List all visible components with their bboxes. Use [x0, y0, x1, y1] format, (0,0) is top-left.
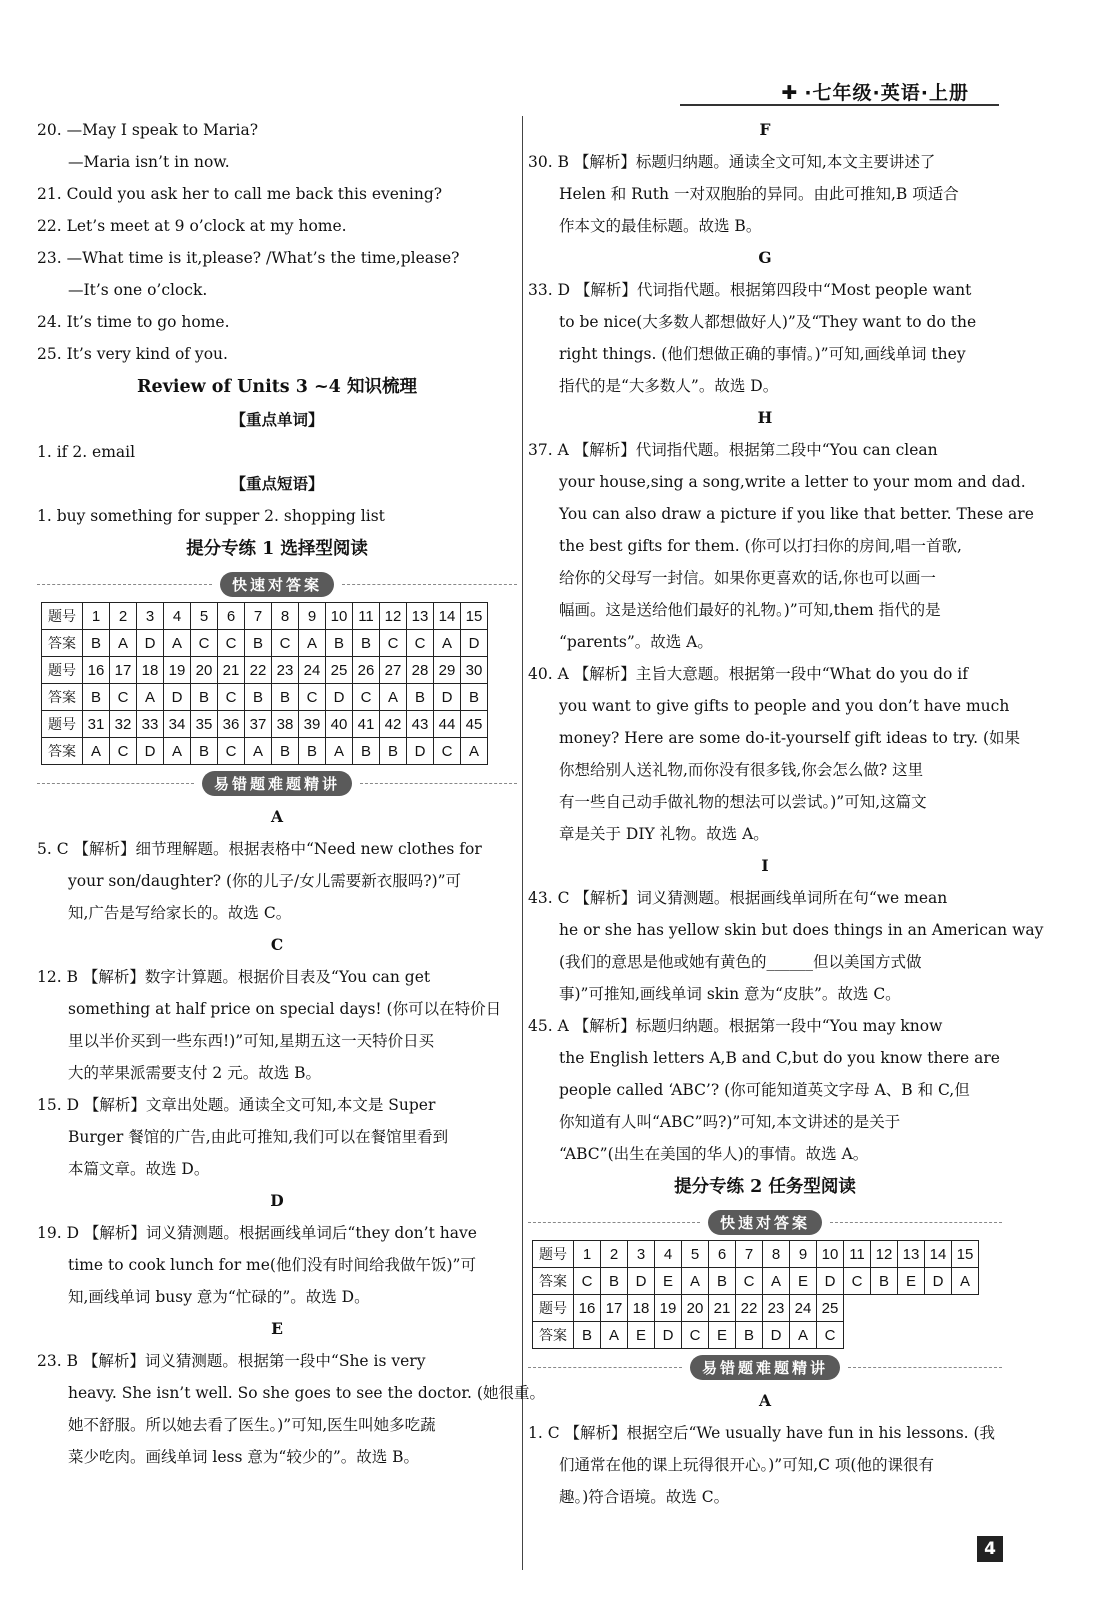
q40-line1: 40. A 【解析】主旨大意题。根据第一段中“What do you do if	[528, 665, 968, 683]
table-cell: A	[682, 1268, 709, 1295]
table-cell: B	[272, 684, 299, 711]
table-cell: A	[299, 630, 326, 657]
answer-24: 24. It’s time to go home.	[37, 313, 230, 331]
table-cell: B	[299, 738, 326, 765]
q15-line1: 15. D 【解析】文章出处题。通读全文可知,本文是 Super	[37, 1096, 436, 1114]
hard-question-banner	[37, 769, 517, 797]
q43-line3: (我们的意思是他或她有黄色的______但以美国方式做	[559, 953, 922, 971]
table-cell: 4	[655, 1241, 682, 1268]
q23-line1: 23. B 【解析】词义猜测题。根据第一段中“She is very	[37, 1352, 426, 1370]
table-cell: C	[817, 1322, 844, 1349]
answer-25: 25. It’s very kind of you.	[37, 345, 228, 363]
table-row	[42, 711, 488, 738]
table-row-label: 答案	[533, 1268, 574, 1295]
table-cell: C	[191, 630, 218, 657]
q1-line3: 趣。)符合语境。故选 C。	[559, 1488, 730, 1506]
plus-icon: ✚	[781, 82, 799, 104]
table-cell: 3	[628, 1241, 655, 1268]
table-row	[533, 1241, 979, 1268]
table-cell: B	[353, 738, 380, 765]
q43-line4: 事)”可推知,画线单词 skin 意为“皮肤”。故选 C。	[559, 985, 901, 1003]
practice2-title: 提分专练 2 任务型阅读	[674, 1177, 856, 1197]
table-cell: 16	[83, 657, 110, 684]
table-cell: 38	[272, 711, 299, 738]
q5-line3: 知,广告是写给家长的。故选 C。	[68, 904, 292, 922]
table-cell: C	[844, 1268, 871, 1295]
table-cell: 22	[736, 1295, 763, 1322]
q40-line5: 有一些自己动手做礼物的想法可以尝试。)”可知,这篇文	[559, 793, 927, 811]
table-row-label: 答案	[42, 738, 83, 765]
table-cell: B	[191, 738, 218, 765]
q40-line4: 你想给别人送礼物,而你没有很多钱,你会怎么做? 这里	[559, 761, 924, 779]
table-cell: 16	[574, 1295, 601, 1322]
table-row-label: 题号	[533, 1241, 574, 1268]
answer-table-1	[41, 602, 488, 765]
practice1-title: 提分专练 1 选择型阅读	[186, 539, 368, 559]
table-cell: D	[925, 1268, 952, 1295]
table-empty-cell	[844, 1295, 871, 1322]
table-cell: 10	[326, 603, 353, 630]
table-cell: D	[407, 738, 434, 765]
table-cell: 36	[218, 711, 245, 738]
table-cell: 44	[434, 711, 461, 738]
q23-line2: heavy. She isn’t well. So she goes to see the doctor. (她很重。	[68, 1384, 545, 1402]
table-cell: B	[245, 684, 272, 711]
table-cell: A	[461, 738, 488, 765]
table-cell: C	[299, 684, 326, 711]
table-cell: 19	[655, 1295, 682, 1322]
vocab-heading: 【重点单词】	[230, 410, 324, 429]
table-cell: E	[709, 1322, 736, 1349]
table-row	[42, 738, 488, 765]
quick-answer-banner	[37, 570, 517, 598]
page-header	[781, 78, 969, 105]
table-cell: 2	[110, 603, 137, 630]
table-cell: C	[434, 738, 461, 765]
section-h-heading: H	[757, 408, 773, 427]
hard-question-banner-2	[528, 1353, 1002, 1381]
table-cell: 1	[574, 1241, 601, 1268]
table-cell: C	[218, 738, 245, 765]
table-cell: B	[871, 1268, 898, 1295]
table-cell: D	[763, 1322, 790, 1349]
table-row	[533, 1295, 979, 1322]
section-a2-heading: A	[758, 1391, 772, 1410]
table-cell: 42	[380, 711, 407, 738]
table-cell: 5	[191, 603, 218, 630]
q43-line1: 43. C 【解析】词义猜测题。根据画线单词所在句“we mean	[528, 889, 948, 907]
table-cell: 13	[898, 1241, 925, 1268]
hard-question-label-2: 易错题难题精讲	[690, 1355, 840, 1380]
answer-23-reply: —It’s one o’clock.	[68, 281, 208, 299]
q37-line3: You can also draw a picture if you like that better. These are	[559, 505, 1034, 523]
table-cell: A	[434, 630, 461, 657]
quick-answer-label: 快速对答案	[220, 572, 334, 597]
table-cell: E	[790, 1268, 817, 1295]
table-cell: B	[461, 684, 488, 711]
q12-line3: 里以半价买到一些东西!)”可知,星期五这一天特价日买	[68, 1032, 435, 1050]
table-cell: A	[245, 738, 272, 765]
table-cell: C	[218, 684, 245, 711]
table-cell: 33	[137, 711, 164, 738]
table-row	[42, 657, 488, 684]
table-cell: B	[245, 630, 272, 657]
table-cell: 11	[353, 603, 380, 630]
q30-line2: Helen 和 Ruth 一对双胞胎的异同。由此可推知,B 项适合	[559, 185, 959, 203]
table-empty-cell	[925, 1322, 952, 1349]
table-cell: 21	[218, 657, 245, 684]
table-cell: 15	[952, 1241, 979, 1268]
table-cell: A	[790, 1322, 817, 1349]
table-row-label: 题号	[533, 1295, 574, 1322]
table-cell: 15	[461, 603, 488, 630]
table-cell: A	[83, 738, 110, 765]
header-rule	[680, 104, 999, 106]
table-cell: A	[164, 738, 191, 765]
table-cell: 17	[110, 657, 137, 684]
table-empty-cell	[925, 1295, 952, 1322]
table-cell: 27	[380, 657, 407, 684]
q33-line3: right things. (他们想做正确的事情。)”可知,画线单词 they	[559, 345, 966, 363]
table-cell: B	[83, 684, 110, 711]
q40-line3: money? Here are some do-it-yourself gift ideas to try. (如果	[559, 729, 1021, 747]
table-row	[533, 1268, 979, 1295]
q40-line2: you want to give gifts to people and you don’t have much	[559, 697, 1010, 715]
table-cell: 20	[191, 657, 218, 684]
table-cell: E	[628, 1322, 655, 1349]
q23-line3: 她不舒服。所以她去看了医生。)”可知,医生叫她多吃蔬	[68, 1416, 436, 1434]
table-cell: 32	[110, 711, 137, 738]
table-cell: B	[83, 630, 110, 657]
table-cell: C	[353, 684, 380, 711]
table-cell: 39	[299, 711, 326, 738]
table-cell: A	[601, 1322, 628, 1349]
q45-line5: “ABC”(出生在美国的华人)的事情。故选 A。	[559, 1145, 869, 1163]
table-cell: 7	[245, 603, 272, 630]
table-row	[42, 684, 488, 711]
q37-line2: your house,sing a song,write a letter to your mom and dad.	[559, 473, 1026, 491]
q30-line3: 作本文的最佳标题。故选 B。	[559, 217, 762, 235]
table-row	[42, 630, 488, 657]
q33-line4: 指代的是“大多数人”。故选 D。	[559, 377, 779, 395]
phrase-list: 1. buy something for supper 2. shopping list	[37, 507, 385, 525]
table-cell: 35	[191, 711, 218, 738]
q1-line2: 们通常在他的课上玩得很开心。)”可知,C 项(他的课很有	[559, 1456, 934, 1474]
q40-line6: 章是关于 DIY 礼物。故选 A。	[559, 825, 769, 843]
answer-20: 20. —May I speak to Maria?	[37, 121, 259, 139]
table-cell: 9	[790, 1241, 817, 1268]
table-row-label: 答案	[42, 684, 83, 711]
q15-line2: Burger 餐馆的广告,由此可推知,我们可以在餐馆里看到	[68, 1128, 449, 1146]
table-cell: 34	[164, 711, 191, 738]
table-cell: D	[137, 738, 164, 765]
table-cell: 8	[272, 603, 299, 630]
q5-line1: 5. C 【解析】细节理解题。根据表格中“Need new clothes for	[37, 840, 482, 858]
table-cell: 23	[763, 1295, 790, 1322]
q15-line3: 本篇文章。故选 D。	[68, 1160, 210, 1178]
table-empty-cell	[898, 1295, 925, 1322]
page-number: 4	[977, 1536, 1003, 1562]
table-cell: 19	[164, 657, 191, 684]
column-divider	[522, 116, 523, 1570]
table-cell: D	[461, 630, 488, 657]
table-cell: 45	[461, 711, 488, 738]
table-cell: 20	[682, 1295, 709, 1322]
section-i-heading: I	[761, 856, 769, 875]
table-cell: C	[272, 630, 299, 657]
table-cell: 29	[434, 657, 461, 684]
table-cell: 12	[871, 1241, 898, 1268]
q45-line4: 你知道有人叫“ABC”吗?)”可知,本文讲述的是关于	[559, 1113, 901, 1131]
section-e-heading: E	[271, 1319, 283, 1338]
header-title: ·七年级·英语·上册	[804, 82, 969, 104]
hard-question-label: 易错题难题精讲	[202, 771, 352, 796]
table-cell: 28	[407, 657, 434, 684]
review-title: Review of Units 3 ~4 知识梳理	[137, 377, 417, 397]
q43-line2: he or she has yellow skin but does things in an American way	[559, 921, 1044, 939]
table-empty-cell	[844, 1322, 871, 1349]
q37-line6: 幅画。这是送给他们最好的礼物。)”可知,them 指代的是	[559, 601, 941, 619]
table-cell: B	[709, 1268, 736, 1295]
section-c-heading: C	[270, 935, 284, 954]
table-cell: A	[164, 630, 191, 657]
table-cell: 6	[218, 603, 245, 630]
right-column	[528, 114, 1044, 1513]
table-cell: B	[326, 630, 353, 657]
table-cell: 25	[326, 657, 353, 684]
table-row	[42, 603, 488, 630]
table-cell: C	[218, 630, 245, 657]
table-cell: 3	[137, 603, 164, 630]
table-cell: D	[326, 684, 353, 711]
table-cell: 18	[137, 657, 164, 684]
table-cell: 11	[844, 1241, 871, 1268]
answer-20-reply: —Maria isn’t in now.	[68, 153, 230, 171]
table-cell: C	[110, 738, 137, 765]
table-empty-cell	[952, 1295, 979, 1322]
table-cell: D	[164, 684, 191, 711]
table-cell: A	[137, 684, 164, 711]
section-a-heading: A	[270, 807, 284, 826]
table-cell: C	[736, 1268, 763, 1295]
table-cell: D	[817, 1268, 844, 1295]
q33-line2: to be nice(大多数人都想做好人)”及“They want to do the	[559, 313, 977, 331]
vocab-list: 1. if 2. email	[37, 443, 136, 461]
table-cell: 9	[299, 603, 326, 630]
q23-line4: 菜少吃肉。画线单词 less 意为“较少的”。故选 B。	[68, 1448, 420, 1466]
table-cell: 37	[245, 711, 272, 738]
q12-line2: something at half price on special days! (你可以在特价日	[68, 1000, 502, 1018]
table-cell: D	[655, 1322, 682, 1349]
table-row-label: 答案	[42, 630, 83, 657]
table-cell: 10	[817, 1241, 844, 1268]
table-cell: E	[655, 1268, 682, 1295]
table-cell: 30	[461, 657, 488, 684]
table-cell: C	[574, 1268, 601, 1295]
table-cell: 18	[628, 1295, 655, 1322]
table-cell: B	[574, 1322, 601, 1349]
table-cell: A	[110, 630, 137, 657]
q19-line2: time to cook lunch for me(他们没有时间给我做午饭)”可	[68, 1256, 476, 1274]
table-cell: 24	[790, 1295, 817, 1322]
table-cell: 2	[601, 1241, 628, 1268]
phrase-heading: 【重点短语】	[230, 474, 324, 493]
table-cell: 23	[272, 657, 299, 684]
table-cell: 5	[682, 1241, 709, 1268]
table-cell: A	[380, 684, 407, 711]
table-cell: 14	[925, 1241, 952, 1268]
table-cell: C	[682, 1322, 709, 1349]
table-empty-cell	[898, 1322, 925, 1349]
table-cell: D	[137, 630, 164, 657]
table-cell: B	[272, 738, 299, 765]
q5-line2: your son/daughter? (你的儿子/女儿需要新衣服吗?)”可	[68, 872, 462, 890]
answer-23: 23. —What time is it,please? /What’s the time,please?	[37, 249, 460, 267]
table-cell: B	[407, 684, 434, 711]
answer-21: 21. Could you ask her to call me back this evening?	[37, 185, 443, 203]
table-cell: 12	[380, 603, 407, 630]
table-row-label: 题号	[42, 603, 83, 630]
q45-line2: the English letters A,B and C,but do you know there are	[559, 1049, 1000, 1067]
table-empty-cell	[952, 1322, 979, 1349]
q37-line5: 给你的父母写一封信。如果你更喜欢的话,你也可以画一	[559, 569, 936, 587]
table-cell: 8	[763, 1241, 790, 1268]
q30-line1: 30. B 【解析】标题归纳题。通读全文可知,本文主要讲述了	[528, 153, 936, 171]
table-cell: 7	[736, 1241, 763, 1268]
table-empty-cell	[871, 1295, 898, 1322]
table-cell: C	[407, 630, 434, 657]
table-cell: 17	[601, 1295, 628, 1322]
q45-line1: 45. A 【解析】标题归纳题。根据第一段中“You may know	[528, 1017, 943, 1035]
section-d-heading: D	[270, 1191, 284, 1210]
q1-line1: 1. C 【解析】根据空后“We usually have fun in his lessons. (我	[528, 1424, 996, 1442]
table-cell: B	[191, 684, 218, 711]
table-cell: C	[380, 630, 407, 657]
section-g-heading: G	[758, 248, 772, 267]
q45-line3: people called ‘ABC’? (你可能知道英文字母 A、B 和 C,但	[559, 1081, 970, 1099]
table-cell: A	[763, 1268, 790, 1295]
section-f-heading: F	[759, 120, 771, 139]
q12-line4: 大的苹果派需要支付 2 元。故选 B。	[68, 1064, 322, 1082]
answer-table-2	[532, 1240, 979, 1349]
table-cell: 43	[407, 711, 434, 738]
quick-answer-banner-2	[528, 1208, 1002, 1236]
quick-answer-label-2: 快速对答案	[708, 1210, 822, 1235]
table-cell: 25	[817, 1295, 844, 1322]
table-cell: 6	[709, 1241, 736, 1268]
table-cell: 4	[164, 603, 191, 630]
table-cell: B	[736, 1322, 763, 1349]
table-cell: 40	[326, 711, 353, 738]
table-cell: 14	[434, 603, 461, 630]
left-column	[37, 114, 545, 1473]
table-cell: 1	[83, 603, 110, 630]
table-cell: 41	[353, 711, 380, 738]
table-cell: E	[898, 1268, 925, 1295]
table-row	[533, 1322, 979, 1349]
answer-22: 22. Let’s meet at 9 o’clock at my home.	[37, 217, 347, 235]
table-cell: B	[353, 630, 380, 657]
table-cell: A	[952, 1268, 979, 1295]
q12-line1: 12. B 【解析】数字计算题。根据价目表及“You can get	[37, 968, 431, 986]
table-cell: 31	[83, 711, 110, 738]
table-cell: A	[326, 738, 353, 765]
table-cell: 24	[299, 657, 326, 684]
table-cell: 22	[245, 657, 272, 684]
table-cell: 26	[353, 657, 380, 684]
q19-line3: 知,画线单词 busy 意为“忙碌的”。故选 D。	[68, 1288, 370, 1306]
table-cell: 21	[709, 1295, 736, 1322]
table-cell: D	[628, 1268, 655, 1295]
table-row-label: 题号	[42, 657, 83, 684]
q33-line1: 33. D 【解析】代词指代题。根据第四段中“Most people want	[528, 281, 972, 299]
table-cell: D	[434, 684, 461, 711]
q19-line1: 19. D 【解析】词义猜测题。根据画线单词后“they don’t have	[37, 1224, 477, 1242]
q37-line1: 37. A 【解析】代词指代题。根据第二段中“You can clean	[528, 441, 938, 459]
table-cell: B	[380, 738, 407, 765]
table-row-label: 答案	[533, 1322, 574, 1349]
q37-line4: the best gifts for them. (你可以打扫你的房间,唱一首歌,	[559, 537, 962, 555]
table-empty-cell	[871, 1322, 898, 1349]
q37-line7: “parents”。故选 A。	[559, 633, 713, 651]
table-cell: 13	[407, 603, 434, 630]
table-row-label: 题号	[42, 711, 83, 738]
table-cell: B	[601, 1268, 628, 1295]
table-cell: C	[110, 684, 137, 711]
